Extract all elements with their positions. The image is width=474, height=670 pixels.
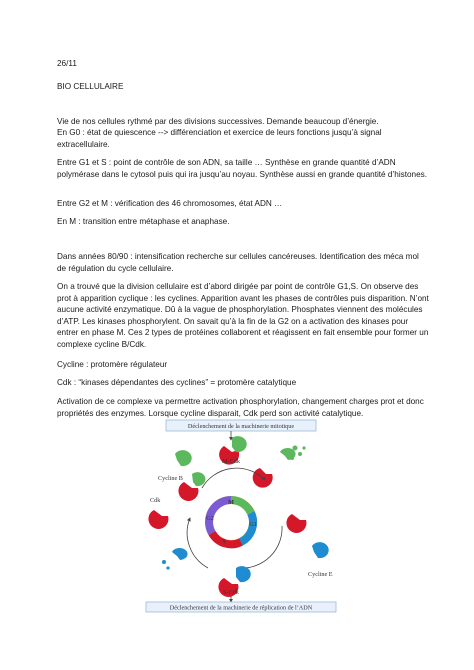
m-cdk-complex xyxy=(219,436,247,465)
paragraph-8 xyxy=(57,359,429,371)
paragraph-5 xyxy=(57,216,429,228)
paragraph-7 xyxy=(57,281,429,350)
phase-g2: G2 xyxy=(206,515,214,522)
degraded-cyclin-b-icon xyxy=(280,446,306,461)
cdk-label: Cdk xyxy=(150,497,161,504)
m-cdk-label: M-Cdk xyxy=(222,458,240,465)
cdk-left xyxy=(148,497,168,529)
paragraph-text: Vie de nos cellules rythmé par des divisions successives. Demande beaucoup d’énergie. xyxy=(57,117,379,126)
paragraph-2 xyxy=(57,127,429,150)
bottom-box-label: Déclenchement de la machinerie de réplication de l’ADN xyxy=(169,604,313,612)
paragraph-9 xyxy=(57,377,429,389)
cdk-right xyxy=(286,514,306,533)
cyclin-e-label: Cycline E xyxy=(308,571,333,578)
paragraph-6 xyxy=(57,251,429,274)
phase-s: S xyxy=(222,538,226,545)
paragraph-text: En M : transition entre métaphase et anaphase. xyxy=(57,217,230,226)
cell-cycle-diagram xyxy=(120,418,370,613)
date: 26/11 xyxy=(57,59,77,68)
course-title-text: BIO CELLULAIRE xyxy=(57,82,124,91)
paragraph-3 xyxy=(57,157,429,180)
date-line xyxy=(57,58,429,70)
top-box-label: Déclenchement de la machinerie mitotique xyxy=(187,423,295,430)
paragraph-text: Entre G2 et M : vérification des 46 chromosomes, état ADN … xyxy=(57,199,283,208)
paragraph-10 xyxy=(57,396,429,419)
s-cdk-label: S-Cdk xyxy=(223,589,239,596)
paragraph-text: Cdk : “kinases dépendantes des cyclines” = protomère catalytique xyxy=(57,378,297,387)
phase-g1: G1 xyxy=(249,521,257,528)
bottom-box xyxy=(146,602,336,612)
cyclin-b-label: Cycline B xyxy=(158,475,183,482)
course-title xyxy=(57,81,429,93)
s-cdk-complex xyxy=(218,566,250,597)
paragraph-text: Entre G1 et S : point de contrôle de son ADN, sa taille … Synthèse en grande quantité d’ADN polymérase dans le cytosol puis qui ira jusqu’au noyau. Synthèse aussi en grande quantité d’histones. xyxy=(57,158,428,179)
paragraph-text: On a trouvé que la division cellulaire est d’abord dirigée par point de contrôle G1,S. On observe des prot à apparition cyclique : les cyclines. Apparition avant les phases de contrôles puis disparition. N’ont aucune activité enzymatique. Dû à la vague de phosphorylation. Phosphates viennent des molécules d’ATP. Les kinases phosphorylent. On savait qu’à la fin de la G2 on a activation des kinases pour entrer en phase M. Ces 2 types de protéines collaborent et réagissent en fait ensemble pour former un complexe cycline B/Cdk. xyxy=(57,282,429,349)
degraded-cyclin-e-icon xyxy=(162,548,188,570)
cell-cycle-ring xyxy=(206,499,257,545)
paragraph-4 xyxy=(57,198,429,210)
top-box xyxy=(166,420,316,431)
cyclin-e-right xyxy=(308,542,333,578)
paragraph-1 xyxy=(57,116,429,128)
cyclin-b-left xyxy=(158,450,192,482)
phase-m: M xyxy=(228,499,234,506)
paragraph-text: Cycline : protomère régulateur xyxy=(57,360,168,369)
paragraph-text: En G0 : état de quiescence --> différenciation et exercice de leurs fonctions jusqu’à signal extracellulaire. xyxy=(57,128,382,149)
paragraph-text: Dans années 80/90 : intensification recherche sur cellules cancéreuses. Identification des méca mol de régulation du cycle cellulaire. xyxy=(57,252,419,273)
paragraph-text: Activation de ce complexe va permettre activation phosphorylation, changement charges prot et donc propriétés des enzymes. Lorsque cycline disparait, Cdk perd son activité catalytique. xyxy=(57,397,424,418)
